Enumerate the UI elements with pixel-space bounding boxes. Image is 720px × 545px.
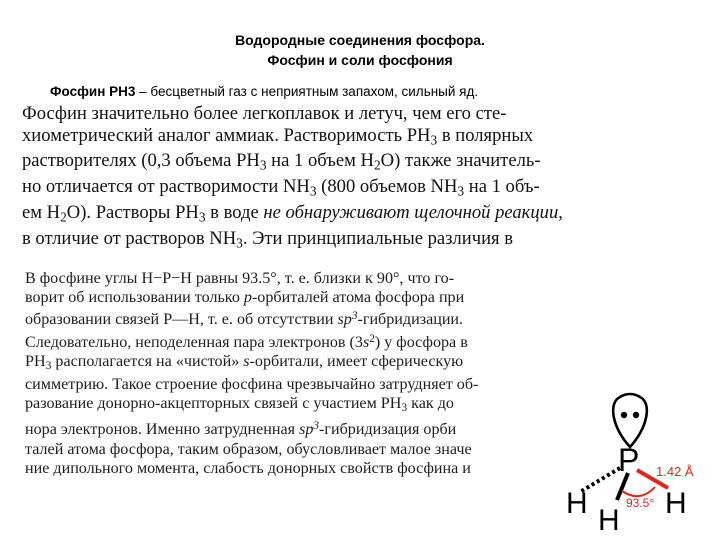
phosphine-molecule-diagram: [540, 385, 720, 540]
bond-angle-label: 93.5°: [626, 496, 655, 510]
lead-bold: Фосфин PH3: [50, 84, 136, 99]
block1-line: хиометрический аналог аммиак. Растворимость $PH_3$ в полярных: [22, 124, 534, 147]
block2-line: $PH_3$ располагается на «чистой» s-орбитали, имеет сферическую: [25, 352, 464, 372]
block2-line: ворит об использовании только p-орбиталей атома фосфора при: [25, 289, 465, 307]
atom-h-bottom: H: [598, 504, 620, 537]
slide-title-line1: Водородные соединения фосфора.: [235, 32, 485, 48]
lead-sentence: [50, 84, 478, 99]
block2-line: симметрию. Такое строение фосфина чрезвычайно затрудняет об-: [25, 376, 479, 394]
block2-line: талей атома фосфора, таким образом, обусловливает малое значе: [25, 440, 472, 458]
text-block-properties: [22, 103, 622, 255]
atom-p: P: [618, 442, 640, 478]
lone-pair-electron: [633, 412, 639, 418]
lone-pair-orbital: [613, 394, 647, 447]
block2-line: образовании связей P—H, т. е. об отсутствии $sp^3$-гибридизации.: [25, 310, 464, 329]
slide-title-line2: Фосфин и соли фосфония: [267, 52, 453, 68]
atom-h-left: H: [566, 487, 588, 520]
block2-line: Следовательно, неподеленная пара электронов $(3s^2)$ у фосфора в: [25, 332, 468, 351]
text-block-structure: [25, 269, 575, 479]
bond-length-label: 1.42 Å: [656, 464, 694, 479]
atom-h-right: H: [665, 487, 687, 520]
lone-pair-electron: [621, 412, 627, 418]
block1-line: в отличие от растворов $NH_3$. Эти принципиальные различия в: [22, 227, 514, 251]
block1-line: Фосфин значительно более легкоплавок и летуч, чем его сте-: [22, 103, 507, 124]
lead-rest: – бесцветный газ с неприятным запахом, сильный яд.: [135, 84, 479, 99]
block2-line: [25, 478, 575, 479]
bond-angle-arc: [622, 487, 655, 496]
block2-line: ние дипольного момента, слабость донорных свойств фосфина и: [25, 459, 471, 477]
block1-line: ем $H_2O$). Растворы $PH_3$ в воде не обнаруживают щелочной реакции,: [22, 202, 563, 225]
block1-line: но отличается от растворимости $NH_3$ (800 объемов $NH_3$ на 1 объ-: [22, 176, 540, 199]
block1-line: [22, 254, 622, 255]
block2-line: нора электронов. Именно затрудненная $sp^3$-гибридизация орби: [25, 420, 457, 439]
block2-line: В фосфине углы H−P−H равны 93.5°, т. е. близки к 90°, что го-: [25, 270, 455, 287]
block1-line: растворителях (0,3 объема $PH_3$ на 1 объем $H_2O$) также значитель-: [22, 150, 541, 173]
block2-line: разование донорно-акцепторных связей с участием $PH_3$ как до: [25, 395, 454, 415]
